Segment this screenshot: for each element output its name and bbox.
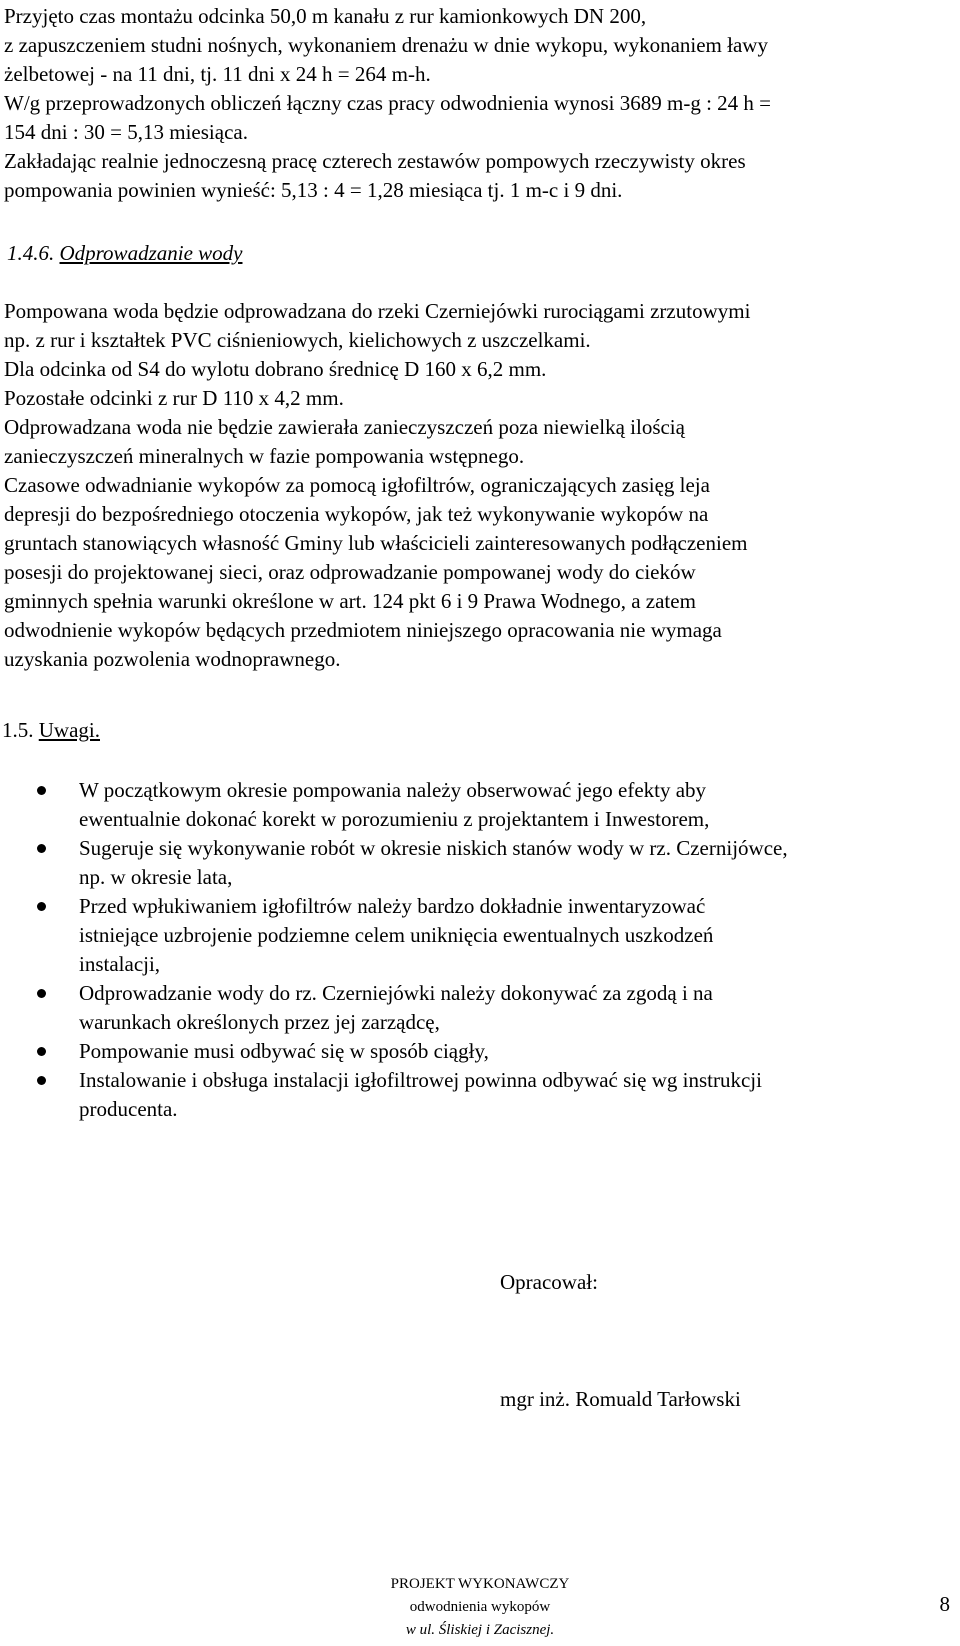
text-line: Pompowanie musi odbywać się w sposób ciągły, [79, 1039, 489, 1063]
list-item [0, 1066, 950, 1124]
text-line: Czasowe odwadnianie wykopów za pomocą igłofiltrów, ograniczających zasięg leja [4, 473, 710, 497]
text-line: Pompowana woda będzie odprowadzana do rzeki Czerniejówki rurociągami zrzutowymi [4, 299, 751, 323]
bullet-icon [37, 1076, 46, 1085]
section-number: 1.5. [2, 718, 34, 742]
intro-paragraph [4, 2, 954, 205]
text-line: istniejące uzbrojenie podziemne celem uniknięcia ewentualnych uszkodzeń [79, 923, 714, 947]
list-item [0, 979, 950, 1037]
list-item [0, 1037, 950, 1066]
text-line: gminnych spełnia warunki określone w art. 124 pkt 6 i 9 Prawa Wodnego, a zatem [4, 589, 696, 613]
text-line: Przed wpłukiwaniem igłofiltrów należy bardzo dokładnie inwentaryzować [79, 894, 706, 918]
text-line: Dla odcinka od S4 do wylotu dobrano średnicę D 160 x 6,2 mm. [4, 357, 547, 381]
text-line: z zapuszczeniem studni nośnych, wykonaniem drenażu w dnie wykopu, wykonaniem ławy [4, 33, 768, 57]
text-line: instalacji, [79, 952, 161, 976]
text-line: W początkowym okresie pompowania należy obserwować jego efekty aby [79, 778, 707, 802]
page-footer [300, 1573, 660, 1642]
list-item [0, 892, 950, 979]
list-item [0, 776, 950, 834]
text-line: Przyjęto czas montażu odcinka 50,0 m kanału z rur kamionkowych DN 200, [4, 4, 647, 28]
text-line: np. w okresie lata, [79, 865, 233, 889]
page-number: 8 [939, 1592, 950, 1616]
list-item [0, 834, 950, 892]
bullet-icon [37, 786, 46, 795]
text-line: warunkach określonych przez jej zarządcę, [79, 1010, 440, 1034]
text-line: ewentualnie dokonać korekt w porozumieniu z projektantem i Inwestorem, [79, 807, 710, 831]
text-line: 154 dni : 30 = 5,13 miesiąca. [4, 120, 248, 144]
bullet-icon [37, 1047, 46, 1056]
section-title: Uwagi. [38, 718, 100, 742]
bullet-icon [37, 902, 46, 911]
notes-list [0, 776, 950, 1124]
footer-project-location: w ul. Śliskiej i Zacisznej. [405, 1622, 555, 1638]
section-heading-1-5 [2, 716, 100, 745]
text-line: gruntach stanowiących własność Gminy lub właścicieli zainteresowanych podłączeniem [4, 531, 748, 555]
text-line: np. z rur i kształtek PVC ciśnieniowych, kielichowych z uszczelkami. [4, 328, 591, 352]
text-line: Sugeruje się wykonywanie robót w okresie niskich stanów wody w rz. Czernijówce, [79, 836, 788, 860]
footer-project-type: PROJEKT WYKONAWCZY [390, 1576, 570, 1592]
text-line: Odprowadzanie wody do rz. Czerniejówki należy dokonywać za zgodą i na [79, 981, 713, 1005]
footer-project-subject: odwodnienia wykopów [409, 1599, 551, 1615]
text-line: zanieczyszczeń mineralnych w fazie pompowania wstępnego. [4, 444, 525, 468]
section-number: 1.4.6. [7, 241, 55, 265]
text-line: depresji do bezpośredniego otoczenia wykopów, jak też wykonywanie wykopów na [4, 502, 709, 526]
text-line: pompowania powinien wynieść: 5,13 : 4 = 1,28 miesiąca tj. 1 m-c i 9 dni. [4, 178, 623, 202]
text-line: W/g przeprowadzonych obliczeń łączny czas pracy odwodnienia wynosi 3689 m-g : 24 h = [4, 91, 772, 115]
section-1-4-6-body [4, 297, 954, 674]
bullet-icon [37, 844, 46, 853]
text-line: uzyskania pozwolenia wodnoprawnego. [4, 647, 341, 671]
text-line: producenta. [79, 1097, 178, 1121]
text-line: posesji do projektowanej sieci, oraz odprowadzanie pompowanej wody do cieków [4, 560, 696, 584]
bullet-icon [37, 989, 46, 998]
text-line: Odprowadzana woda nie będzie zawierała zanieczyszczeń poza niewielką ilością [4, 415, 685, 439]
section-heading-1-4-6 [7, 239, 242, 268]
signature-label: Opracował: [500, 1270, 598, 1294]
section-title: Odprowadzanie wody [59, 241, 243, 265]
text-line: Zakładając realnie jednoczesną pracę czterech zestawów pompowych rzeczywisty okres [4, 149, 746, 173]
signature-name: mgr inż. Romuald Tarłowski [500, 1387, 741, 1411]
text-line: Pozostałe odcinki z rur D 110 x 4,2 mm. [4, 386, 344, 410]
text-line: żelbetowej - na 11 dni, tj. 11 dni x 24 h = 264 m-h. [4, 62, 431, 86]
text-line: Instalowanie i obsługa instalacji igłofiltrowej powinna odbywać się wg instrukcji [79, 1068, 762, 1092]
text-line: odwodnienie wykopów będących przedmiotem niniejszego opracowania nie wymaga [4, 618, 722, 642]
